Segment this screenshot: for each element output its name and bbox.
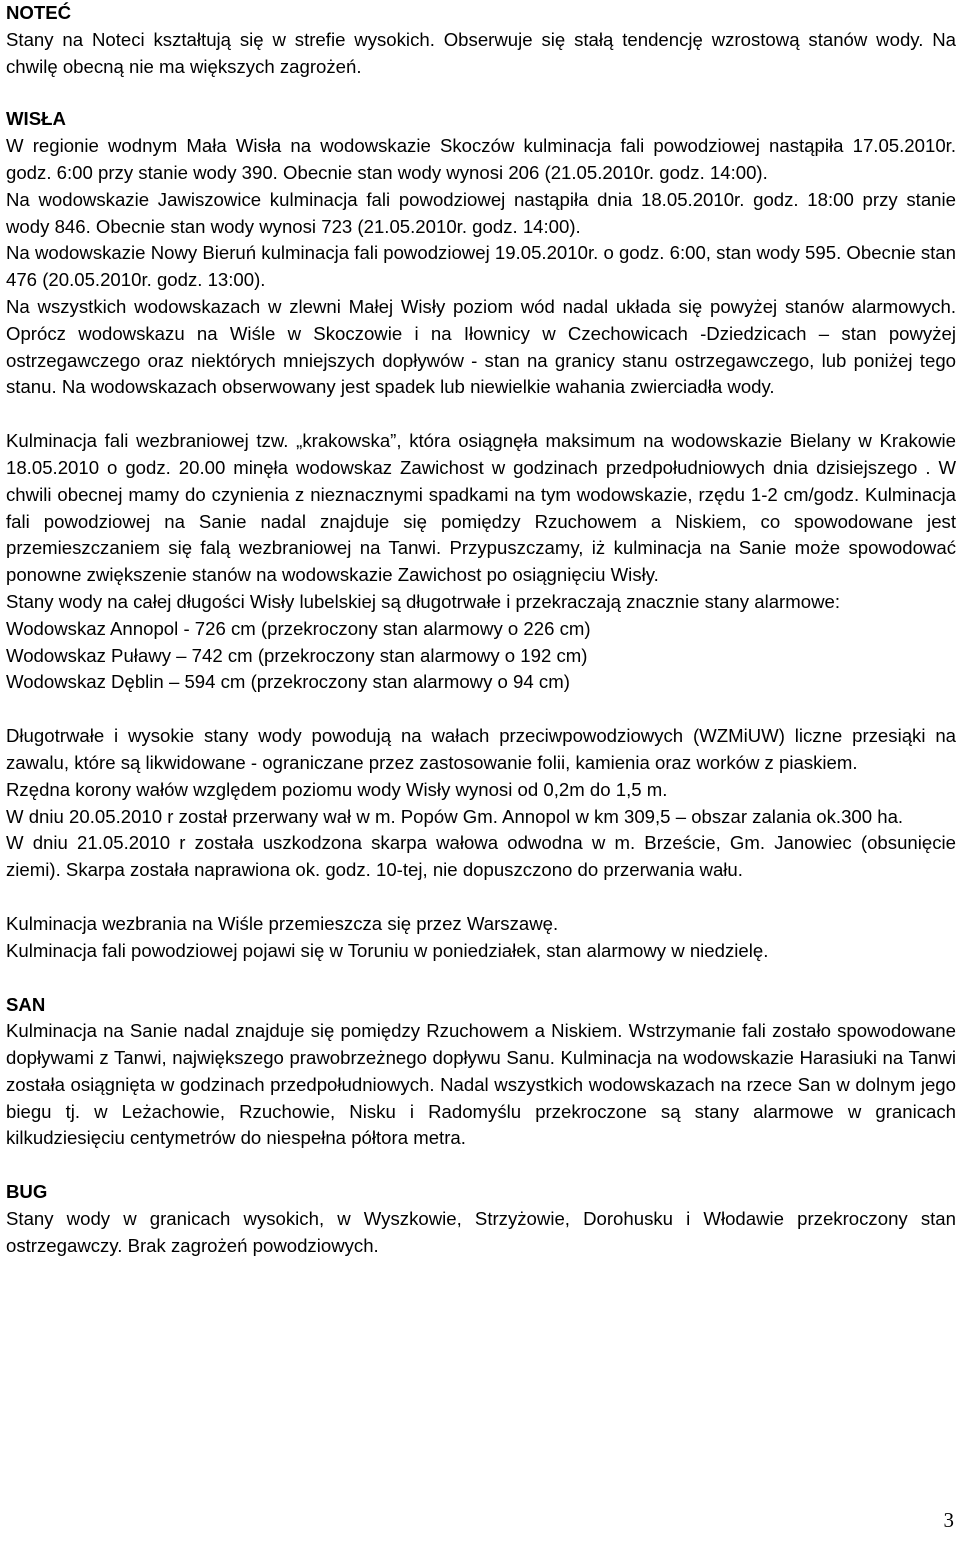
- gauge-line: Wodowskaz Dęblin – 594 cm (przekroczony stan alarmowy o 94 cm): [6, 671, 570, 693]
- section-heading-san: SAN: [6, 993, 46, 1015]
- section-san: [6, 992, 956, 1153]
- paragraph: Na wodowskazie Nowy Bieruń kulminacja fali powodziowej 19.05.2010r. o godz. 6:00, stan wody 595. Obecnie stan 476 (20.05.2010r. godz. 13:00).: [6, 242, 956, 291]
- section-heading-notec: NOTEĆ: [6, 2, 72, 23]
- page-number: 3: [943, 1508, 954, 1532]
- paragraph: Kulminacja fali wezbraniowej tzw. „krakowska”, która osiągnęła maksimum na wodowskazie Bielany w Krakowie 18.05.2010 o godz. 20.00 minęła wodowskaz Zawichost w godzinach przedpołudniowych dnia dzisiejszego . W chwili obecnej mamy do czynienia z nieznacznymi spadkami na tym wodowskazie, rzędu 1-2 cm/godz. Kulminacja fali powodziowej na Sanie nadal znajduje się pomiędzy Rzuchowem a Niskiem, co spowodowane jest przemieszczaniem się falą wezbraniowej na Tanwi. Przypuszczamy, iż kulminacja na Sanie może spowodować ponowne zwiększenie stanów na wodowskazie Zawichost po osiągnięciu Wisły.: [6, 430, 956, 586]
- gauge-line: Wodowskaz Puławy – 742 cm (przekroczony stan alarmowy o 192 cm): [6, 644, 588, 666]
- paragraph: W dniu 21.05.2010 r została uszkodzona skarpa wałowa odwodna w m. Brzeście, Gm. Janowiec (obsunięcie ziemi). Skarpa została naprawiona ok. godz. 10-tej, nie dopuszczono do przerwania wału.: [6, 832, 956, 881]
- section-notec: [6, 0, 956, 80]
- document-page: [6, 0, 956, 1260]
- paragraph: Kulminacja fali powodziowej pojawi się w Toruniu w poniedziałek, stan alarmowy w niedzielę.: [6, 939, 769, 961]
- paragraph: W dniu 20.05.2010 r został przerwany wał w m. Popów Gm. Annopol w km 309,5 – obszar zalania ok.300 ha.: [6, 805, 904, 827]
- paragraph: Kulminacja wezbrania na Wiśle przemieszcza się przez Warszawę.: [6, 912, 559, 934]
- paragraph: Stany wody na całej długości Wisły lubelskiej są długotrwałe i przekraczają znacznie stany alarmowe:: [6, 590, 841, 612]
- gauge-line: Wodowskaz Annopol - 726 cm (przekroczony stan alarmowy o 226 cm): [6, 617, 591, 639]
- paragraph: Kulminacja na Sanie nadal znajduje się pomiędzy Rzuchowem a Niskiem. Wstrzymanie fali zostało spowodowane dopływami z Tanwi, największego prawobrzeżnego dopływu Sanu. Kulminacja na wodowskazie Harasiuki na Tanwi została osiągnięta w godzinach przedpołudniowych. Nadal wszystkich wodowskazach na rzece San w dolnym jego biegu tj. w Leżachowie, Rzuchowie, Nisku i Radomyślu przekroczone są stany alarmowe w granicach kilkudziesięciu centymetrów do niespełna półtora metra.: [6, 1020, 956, 1149]
- section-heading-wisla: WISŁA: [6, 108, 66, 130]
- section-heading-bug: BUG: [6, 1181, 48, 1203]
- paragraph: Na wszystkich wodowskazach w zlewni Małej Wisły poziom wód nadal układa się powyżej stanów alarmowych. Oprócz wodowskazu na Wiśle w Skoczowie i na Iłownicy w Czechowicach -Dziedzicach – stan powyżej ostrzegawczego oraz niektórych mniejszych dopływów - stan na granicy stanu ostrzegawczego, lub poniżej tego stanu. Na wodowskazach obserwowany jest spadek lub niewielkie wahania zwierciadła wody.: [6, 295, 956, 398]
- paragraph: W regionie wodnym Mała Wisła na wodowskazie Skoczów kulminacja fali powodziowej nastąpiła 17.05.2010r. godz. 6:00 przy stanie wody 390. Obecnie stan wody wynosi 206 (21.05.2010r. godz. 14:00).: [6, 135, 956, 183]
- section-wisla: [6, 106, 956, 964]
- paragraph: Na wodowskazie Jawiszowice kulminacja fali powodziowej nastąpiła dnia 18.05.2010r. godz. 18:00 przy stanie wody 846. Obecnie stan wody wynosi 723 (21.05.2010r. godz. 14:00).: [6, 188, 956, 237]
- paragraph: Stany wody w granicach wysokich, w Wyszkowie, Strzyżowie, Dorohusku i Włodawie przekroczony stan ostrzegawczy. Brak zagrożeń powodziowych.: [6, 1208, 956, 1256]
- paragraph: Długotrwałe i wysokie stany wody powodują na wałach przeciwpowodziowych (WZMiUW) liczne przesiąki na zawalu, które są likwidowane - ograniczane przez zastosowanie folii, kamienia oraz worków z piaskiem.: [6, 725, 956, 773]
- paragraph: Stany na Noteci kształtują się w strefie wysokich. Obserwuje się stałą tendencję wzrostową stanów wody. Na chwilę obecną nie ma większych zagrożeń.: [6, 28, 956, 77]
- section-bug: [6, 1179, 956, 1259]
- paragraph: Rzędna korony wałów względem poziomu wody Wisły wynosi od 0,2m do 1,5 m.: [6, 778, 668, 800]
